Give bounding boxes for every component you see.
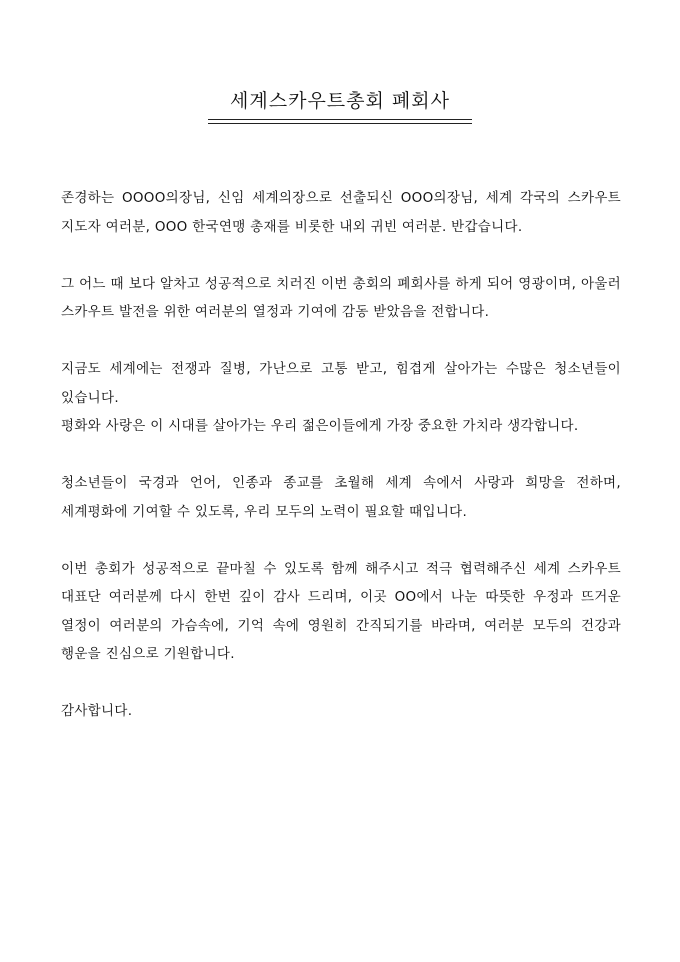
paragraph-thanks: 이번 총회가 성공적으로 끝마칠 수 있도록 함께 해주시고 적극 협력해주신 세계 스카우트 대표단 여러분께 다시 한번 깊이 감사 드리며, 이곳 OO에서 나눈 따뜻한 우정과 뜨거운 열정이 여러분의 가슴속에, 기억 속에 영원히 간직되기를 바라며, 여러분 모두의 건강과 행운을 진심으로 기원합니다.: [61, 560, 621, 662]
document-body: [61, 184, 621, 726]
paragraph-honor: 그 어느 때 보다 알차고 성공적으로 치러진 이번 총회의 폐회사를 하게 되어 영광이며, 아울러 스카우트 발전을 위한 여러분의 열정과 기여에 감동 받았음을 전합니다.: [61, 275, 621, 320]
title-block: [0, 88, 680, 120]
paragraph-world-suffering: 지금도 세계에는 전쟁과 질병, 가난으로 고통 받고, 힘겹게 살아가는 수많은 청소년들이 있습니다.: [61, 361, 621, 406]
paragraph-peace-love: 평화와 사랑은 이 시대를 살아가는 우리 젊은이들에게 가장 중요한 가치라 생각합니다.: [61, 418, 579, 434]
paragraph-youth-effort: 청소년들이 국경과 언어, 인종과 종교를 초월해 세계 속에서 사랑과 희망을 전하며, 세계평화에 기여할 수 있도록, 우리 모두의 노력이 필요할 때입니다.: [61, 475, 621, 520]
paragraph-greeting: 존경하는 OOOO의장님, 신임 세계의장으로 선출되신 OOO의장님, 세계 각국의 스카우트 지도자 여러분, OOO 한국연맹 총재를 비롯한 내외 귀빈 여러분. 반갑습니다.: [61, 190, 621, 235]
paragraph-closing: 감사합니다.: [61, 703, 133, 719]
document-title: 세계스카우트총회 폐회사: [208, 88, 472, 120]
